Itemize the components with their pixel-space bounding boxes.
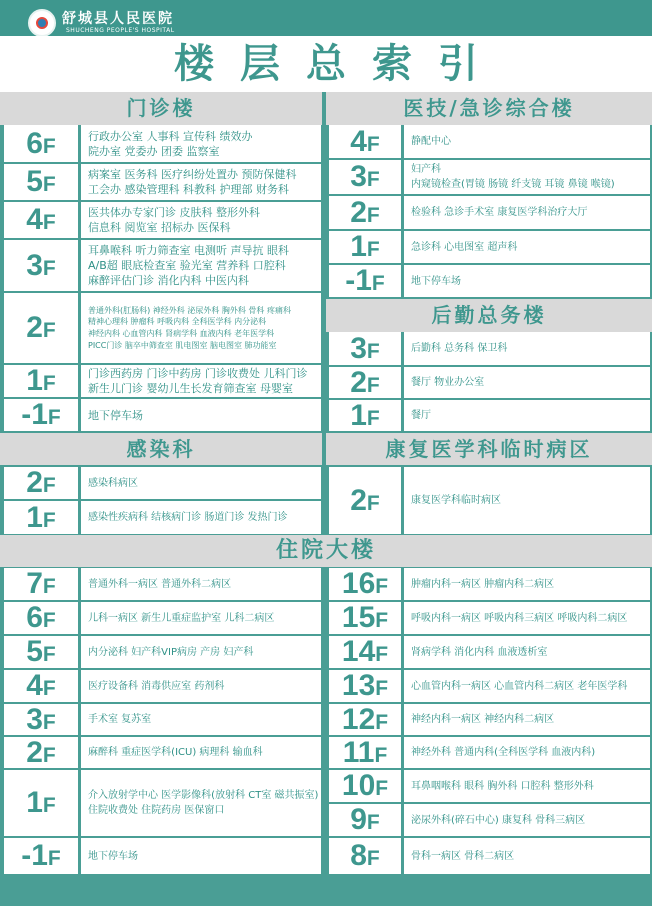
inpatient-left-row-floor: 1F [4, 770, 78, 836]
hospital-name: 舒城县人民医院 [62, 11, 174, 27]
medtech-row-floor: 4F [329, 125, 401, 158]
inpatient-left-row-depts [81, 636, 321, 668]
dept-line: 心血管内科一病区 心血管内科二病区 老年医学科 [411, 680, 628, 692]
outpatient-row-floor: 2F [4, 293, 78, 363]
dept-line: 后勤科 总务科 保卫科 [411, 343, 508, 354]
hospital-name-en: SHUCHENG PEOPLE'S HOSPITAL [66, 27, 175, 34]
medtech-row-floor: 1F [329, 231, 401, 263]
dept-line: 静配中心 [411, 136, 451, 147]
dept-line: 医疗设备科 消毒供应室 药剂科 [88, 680, 225, 692]
dept-line: 医共体办专家门诊 皮肤科 整形外科 [88, 206, 260, 219]
inpatient-right-row-depts [404, 636, 650, 668]
section-title-rehab: 康复医学科临时病区 [326, 433, 652, 465]
inpatient-left-row-floor: 3F [4, 704, 78, 735]
inpatient-right-row-depts [404, 804, 650, 836]
outpatient-row-depts [81, 240, 321, 291]
rehab-row-floor: 2F [329, 467, 401, 534]
inpatient-right-row-depts [404, 770, 650, 802]
dept-line: A/B超 眼底检查室 验光室 营养科 口腔科 [88, 259, 286, 272]
inpatient-left-row-floor: 5F [4, 636, 78, 668]
inpatient-left-row-depts [81, 568, 321, 600]
dept-line: 餐厅 [411, 410, 431, 421]
inpatient-right-row-depts [404, 568, 650, 600]
dept-line: 妇产科 [411, 164, 441, 175]
hospital-logo [28, 9, 56, 37]
dept-line: 耳鼻喉科 听力筛查室 电测听 声导抗 眼科 [88, 244, 289, 257]
outpatient-row-depts [81, 399, 321, 431]
dept-line: 感染性疾病科 结核病门诊 肠道门诊 发热门诊 [88, 512, 288, 523]
outpatient-row-floor: -1F [4, 399, 78, 431]
outpatient-row-depts [81, 125, 321, 162]
outpatient-row-floor: 6F [4, 125, 78, 162]
dept-line: 神经内科一病区 神经内科二病区 [411, 714, 555, 725]
inpatient-right-row-floor: 13F [329, 670, 401, 702]
inpatient-left-row-depts [81, 602, 321, 634]
inpatient-right-row-floor: 15F [329, 602, 401, 634]
section-title-logistics: 后勤总务楼 [326, 299, 652, 332]
dept-line: 急诊科 心电图室 超声科 [411, 241, 518, 253]
outpatient-row-floor: 4F [4, 202, 78, 238]
dept-line: 地下停车场 [88, 408, 143, 422]
infection-row-floor: 2F [4, 467, 78, 499]
dept-line: 骨科一病区 骨科二病区 [411, 850, 515, 862]
inpatient-left-row-floor: 6F [4, 602, 78, 634]
inpatient-left-row-depts [81, 838, 321, 874]
rehab-row-depts [404, 467, 650, 534]
medtech-row-depts [404, 196, 650, 229]
logistics-row-floor: 3F [329, 332, 401, 365]
inpatient-right-row-floor: 12F [329, 704, 401, 735]
inpatient-left-row-depts [81, 770, 321, 836]
dept-line: 工会办 感染管理科 科教科 护理部 财务科 [88, 183, 289, 196]
outpatient-row-floor: 5F [4, 164, 78, 200]
dept-line: 神经外科 普通内科(全科医学科 血液内科) [411, 747, 596, 758]
inpatient-right-row-depts [404, 737, 650, 768]
dept-line: 院办室 党委办 团委 监察室 [88, 144, 220, 158]
inpatient-right-row-floor: 14F [329, 636, 401, 668]
inpatient-right-row-depts [404, 670, 650, 702]
dept-line: 麻醉评估门诊 消化内科 中医内科 [88, 274, 249, 287]
dept-line: 新生儿门诊 婴幼儿生长发育筛查室 母婴室 [88, 382, 293, 395]
inpatient-right-row-depts [404, 602, 650, 634]
dept-line: 普通外科一病区 普通外科二病区 [88, 578, 232, 590]
medtech-row-depts [404, 160, 650, 194]
logistics-row-floor: 2F [329, 367, 401, 398]
medtech-row-depts [404, 125, 650, 158]
logistics-row-depts [404, 367, 650, 398]
infection-row-depts [81, 467, 321, 499]
dept-line: 感染科病区 [88, 477, 138, 489]
inpatient-right-row-depts [404, 704, 650, 735]
dept-line: 麻醉科 重症医学科(ICU) 病理科 输血科 [88, 747, 263, 758]
section-title-outpatient: 门诊楼 [0, 92, 322, 125]
inpatient-left-row-depts [81, 704, 321, 735]
dept-line: 病案室 医务科 医疗纠纷处置办 预防保健科 [88, 168, 297, 181]
dept-line: 检验科 急诊手术室 康复医学科治疗大厅 [411, 207, 588, 218]
dept-line: 神经内科 心血管内科 肾病学科 血液内科 老年医学科 [88, 329, 275, 338]
inpatient-left-row-floor: 2F [4, 737, 78, 768]
inpatient-left-row-depts [81, 737, 321, 768]
dept-line: 行政办公室 人事科 宣传科 绩效办 [88, 129, 253, 143]
outpatient-row-depts [81, 293, 321, 363]
section-title-infection: 感染科 [0, 433, 322, 465]
section-title-medtech: 医技/急诊综合楼 [326, 92, 652, 125]
outpatient-row-depts [81, 202, 321, 238]
dept-line: 耳鼻咽喉科 眼科 胸外科 口腔科 整形外科 [411, 780, 594, 792]
dept-line: 呼吸内科一病区 呼吸内科三病区 呼吸内科二病区 [411, 612, 628, 624]
inpatient-left-row-depts [81, 670, 321, 702]
medtech-row-floor: 2F [329, 196, 401, 229]
logistics-row-floor: 1F [329, 400, 401, 431]
inpatient-right-row-floor: 11F [329, 737, 401, 768]
inpatient-right-row-floor: 8F [329, 838, 401, 874]
inpatient-right-row-floor: 16F [329, 568, 401, 600]
infection-row-depts [81, 501, 321, 534]
medtech-row-floor: -1F [329, 265, 401, 297]
dept-line: 住院收费处 住院药房 医保窗口 [88, 805, 225, 816]
dept-line: 泌尿外科(碎石中心) 康复科 骨科三病区 [411, 814, 586, 826]
outpatient-row-floor: 3F [4, 240, 78, 291]
dept-line: 内窥镜检查(胃镜 肠镜 纤支镜 耳镜 鼻镜 喉镜) [411, 179, 615, 190]
outpatient-row-depts [81, 365, 321, 397]
medtech-row-depts [404, 265, 650, 297]
medtech-row-floor: 3F [329, 160, 401, 194]
inpatient-right-row-floor: 9F [329, 804, 401, 836]
dept-line: 精神心理科 肿瘤科 呼吸内科 全科医学科 内分泌科 [88, 317, 267, 327]
dept-line: 内分泌科 妇产科VIP病房 产房 妇产科 [88, 646, 254, 658]
dept-line: 手术室 复苏室 [88, 714, 152, 725]
dept-line: 康复医学科临时病区 [411, 495, 501, 506]
logistics-row-depts [404, 332, 650, 365]
inpatient-right-row-floor: 10F [329, 770, 401, 802]
inpatient-left-row-floor: 4F [4, 670, 78, 702]
dept-line: 肿瘤内科一病区 肿瘤内科二病区 [411, 578, 555, 590]
dept-line: PICC门诊 脑卒中筛查室 肌电图室 脑电图室 肺功能室 [88, 340, 277, 350]
outpatient-row-depts [81, 164, 321, 200]
dept-line: 地下停车场 [88, 850, 138, 862]
inpatient-left-row-floor: 7F [4, 568, 78, 600]
dept-line: 门诊西药房 门诊中药房 门诊收费处 儿科门诊 [88, 367, 308, 380]
dept-line: 餐厅 物业办公室 [411, 377, 485, 388]
page-title: 楼层总索引 [0, 36, 652, 92]
dept-line: 普通外科(肛肠科) 神经外科 泌尿外科 胸外科 骨科 疼痛科 [88, 305, 291, 315]
dept-line: 儿科一病区 新生儿重症监护室 儿科二病区 [88, 612, 275, 624]
inpatient-left-row-floor: -1F [4, 838, 78, 874]
section-title-inpatient: 住院大楼 [0, 535, 652, 567]
logistics-row-depts [404, 400, 650, 431]
medtech-row-depts [404, 231, 650, 263]
dept-line: 地下停车场 [411, 275, 461, 287]
dept-line: 信息科 阅览室 招标办 医保科 [88, 221, 231, 234]
outpatient-row-floor: 1F [4, 365, 78, 397]
infection-row-floor: 1F [4, 501, 78, 534]
dept-line: 介入放射学中心 医学影像科(放射科 CT室 磁共振室) [88, 790, 319, 801]
inpatient-right-row-depts [404, 838, 650, 874]
dept-line: 肾病学科 消化内科 血液透析室 [411, 646, 548, 658]
